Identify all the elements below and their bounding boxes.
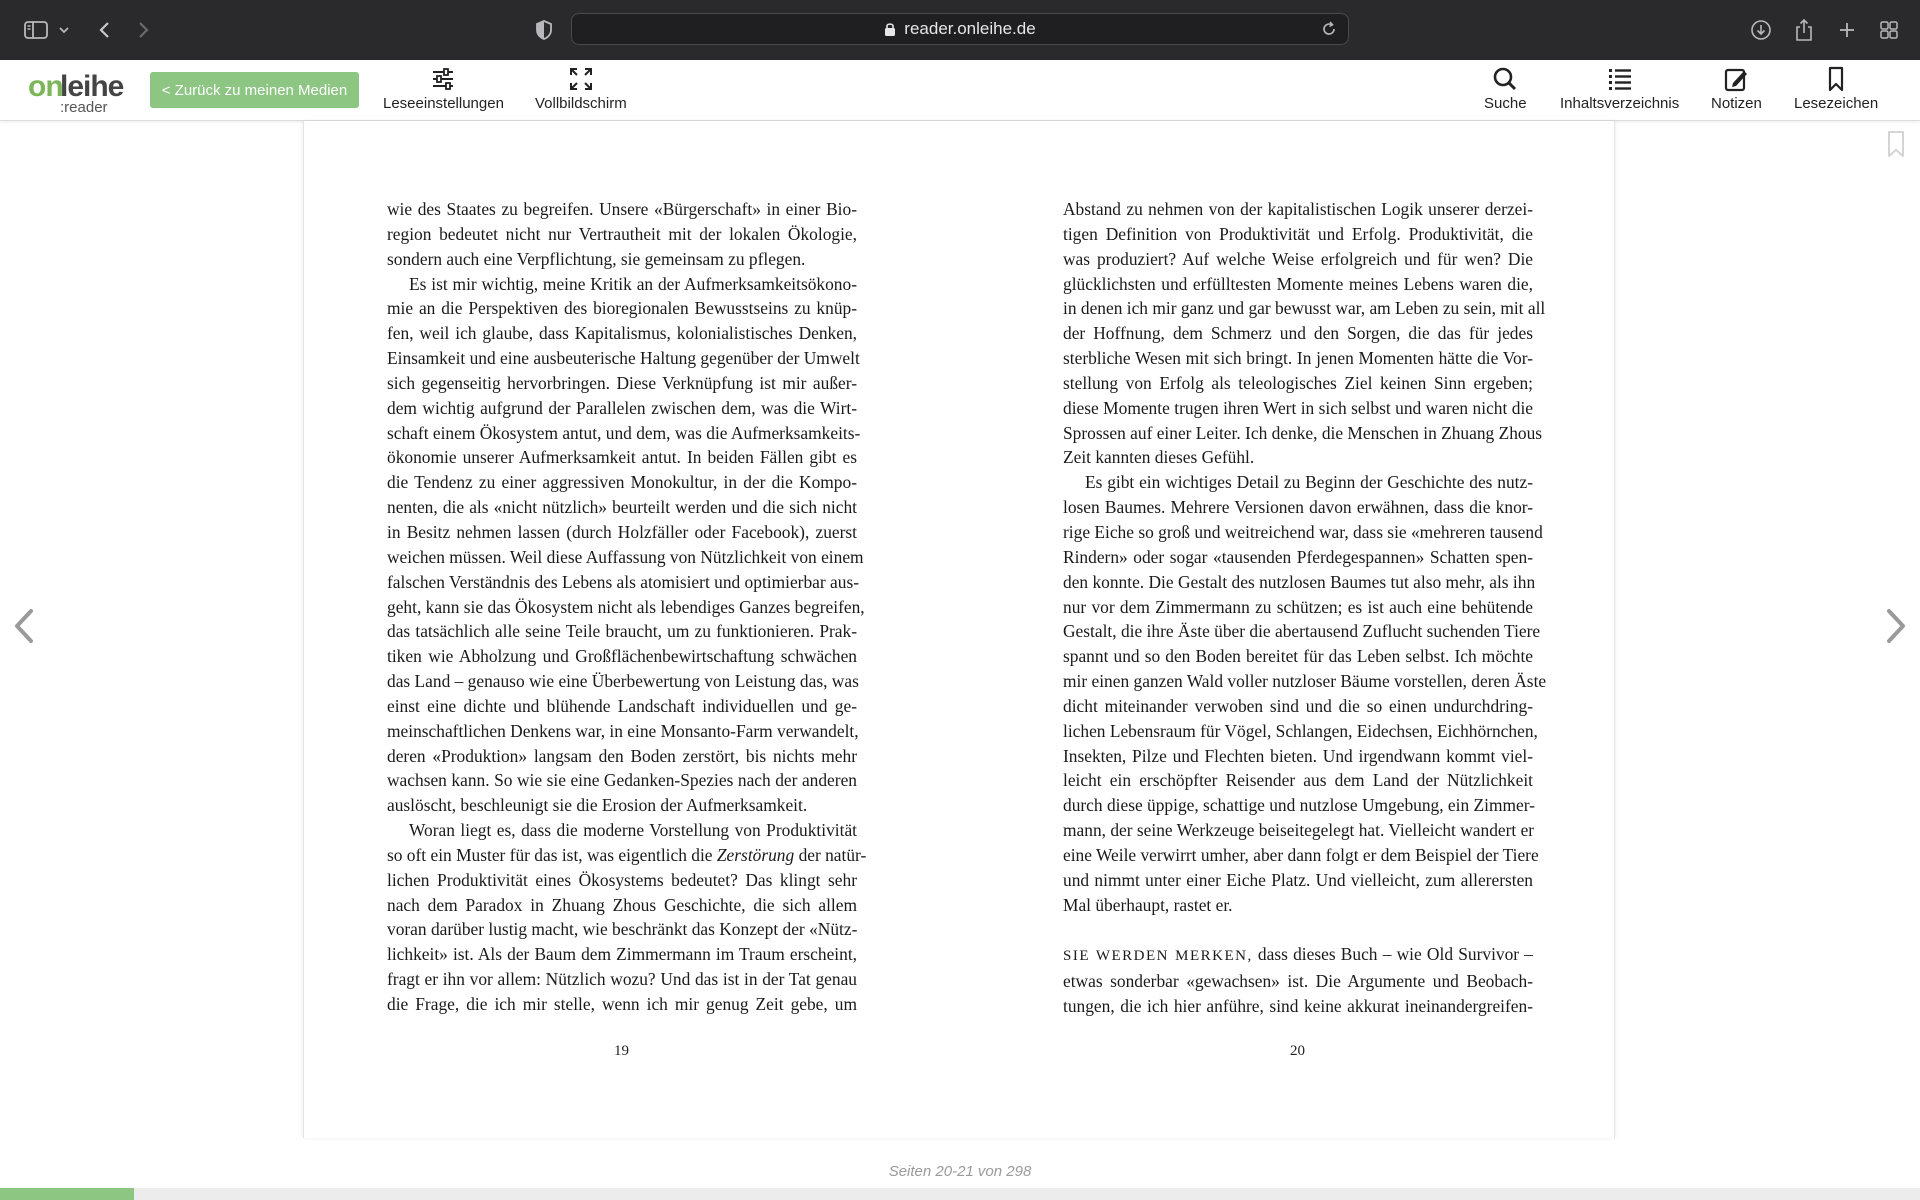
sidebar-toggle-icon[interactable] <box>22 14 50 46</box>
text-line: in Besitz nehmen lassen (durch Holzfäller oder Facebook), zuerst <box>387 521 857 542</box>
right-page-text <box>1063 197 1547 1019</box>
text-line: Mal überhaupt, rastet er. <box>1063 894 1233 915</box>
fullscreen-label: Vollbildschirm <box>535 95 627 112</box>
text-line: Woran liegt es, dass die moderne Vorstellung von Produktivität <box>409 820 857 841</box>
text-line: wachsen kann. So wie sie eine Gedanken-Spezies nach der anderen <box>387 770 857 791</box>
text-line: einst eine dichte und blühende Landschaft individuellen und ge- <box>387 695 857 716</box>
text-line: etwas sonderbar «gewachsen» ist. Die Argumente und Beobach- <box>1063 971 1533 992</box>
text-line: Abstand zu nehmen von der kapitalistischen Logik unserer derzei- <box>1063 199 1533 219</box>
text-line: Insekten, Pilze und Flechten bieten. Und irgendwann kommt viel- <box>1063 745 1533 766</box>
text-line: durch diese üppige, schattige und nutzlose Umgebung, ein Zimmer- <box>1063 795 1535 816</box>
smallcaps-lead: SIE WERDEN MERKEN, <box>1063 948 1253 965</box>
share-icon[interactable] <box>1791 14 1817 46</box>
text-line: glücklichsten und erfülltesten Momente meines Lebens waren die, <box>1063 273 1533 294</box>
note-edit-icon <box>1722 66 1750 92</box>
privacy-shield-icon[interactable] <box>532 14 556 46</box>
text-line: und nimmt unter einer Eiche Platz. Und vielleicht, zum allerersten <box>1063 869 1533 890</box>
previous-page-arrow-icon[interactable] <box>12 608 36 649</box>
text-line: auslöscht, beschleunigt sie die Erosion der Aufmerksamkeit. <box>387 795 808 816</box>
search-label: Suche <box>1484 95 1527 112</box>
left-page-text <box>387 197 867 1017</box>
text-line: dicht miteinander verwoben sind und die so einen undurchdring- <box>1063 695 1533 716</box>
fullscreen-button[interactable] <box>535 66 627 112</box>
italic-word: Zerstörung <box>716 844 795 865</box>
text-line: nenten, die als «nicht nützlich» beurteilt werden und die sich nicht <box>387 497 857 518</box>
lock-icon <box>884 22 896 37</box>
text-line: voran darüber lustig macht, wie beschränkt das Konzept der «Nütz- <box>387 919 858 940</box>
reading-progress-fill <box>0 1188 134 1200</box>
search-button[interactable] <box>1484 66 1527 112</box>
text-line: dem wichtig aufgrund der Parallelen zwischen dem, was die Wirt- <box>387 397 857 418</box>
text-line: die Tendenz zu einer aggressiven Monokultur, in der die Kompo- <box>387 472 857 493</box>
text-line: geht, kann sie das Ökosystem nicht als lebendiges Ganzes begreifen, <box>387 596 865 617</box>
next-page-arrow-icon[interactable] <box>1884 608 1908 649</box>
toc-label: Inhaltsverzeichnis <box>1560 95 1680 112</box>
text-line: Es gibt ein wichtiges Detail zu Beginn der Geschichte des nutz- <box>1085 472 1533 493</box>
text-line: tungen, die ich hier anführe, sind keine akkurat ineinandergreifen- <box>1063 996 1533 1016</box>
text-line: das tatsächlich alle seine Teile braucht, um zu funktionieren. Prak- <box>387 621 857 642</box>
text-line: lichen Produktivität eines Ökosystems bedeutet? Das klingt sehr <box>387 869 857 890</box>
toc-button[interactable] <box>1560 66 1679 112</box>
text-line: mir einen ganzen Wald voller nutzloser Bäume vorstellen, deren Äste <box>1063 671 1547 692</box>
text-line: ökonomie unserer Aufmerksamkeit antut. In beiden Fällen gibt es <box>387 447 857 468</box>
text-line: Einsamkeit und eine ausbeuterische Haltung gegenüber der Umwelt <box>387 348 860 369</box>
reading-settings-label: Leseeinstellungen <box>383 95 504 112</box>
text-line: Gestalt, die ihre Äste über die abertausend Zuflucht suchenden Tiere <box>1063 621 1541 642</box>
text-line: region bedeutet nicht nur Vertrautheit mit der lokalen Ökologie, <box>387 223 857 244</box>
forward-arrow-icon[interactable] <box>132 14 156 46</box>
sliders-icon <box>429 66 457 92</box>
text-line: der Hoffnung, dem Schmerz und den Sorgen, die das für jedes <box>1063 323 1533 344</box>
text-line: spannt und so den Boden bereitet für das Leben selbst. Ich möchte <box>1063 646 1533 667</box>
back-arrow-icon[interactable] <box>92 14 116 46</box>
text-line: rige Eiche so groß und weitreichend war, dass sie «mehreren tausend <box>1063 521 1543 542</box>
bookmarks-label: Lesezeichen <box>1794 95 1879 112</box>
fullscreen-icon <box>567 66 595 92</box>
section-start-line: SIE WERDEN MERKEN, dass dieses Buch – wie Old Survivor – <box>1063 944 1534 965</box>
new-tab-plus-icon[interactable] <box>1834 14 1860 46</box>
text-line: in denen ich mir ganz und gar bewusst war, am Leben zu sein, mit all <box>1063 298 1546 319</box>
text-line: nach dem Paradox in Zhuang Zhous Geschichte, die sich allem <box>387 894 857 915</box>
text-line: tiken wie Abholzung und Großflächenbewirtschaftung schwächen <box>387 646 857 667</box>
notes-label: Notizen <box>1711 95 1762 112</box>
text-line: tigen Definition von Produktivität und Erfolg. Produktivität, die <box>1063 223 1533 244</box>
text-line: losen Baumes. Mehrere Versionen davon erwähnen, dass die knor- <box>1063 497 1533 518</box>
text-line: lichen Lebensraum für Vögel, Schlangen, Eidechsen, Eichhörnchen, <box>1063 720 1538 741</box>
text-line: nur vor dem Zimmermann zu schützen; es ist auch eine behütende <box>1063 596 1533 617</box>
text-line: Rindern» oder sogar «tausenden Pferdegespannen» Schatten spen- <box>1063 546 1533 567</box>
reading-progress-bar[interactable] <box>0 1188 1920 1200</box>
text-line: den konnte. Die Gestalt des nutzlosen Baumes tut also mehr, als ihn <box>1063 571 1536 592</box>
text-line: schaft einem Ökosystem antut, und dem, was die Aufmerksamkeits- <box>387 422 861 443</box>
onleihe-logo[interactable]: on leihe :reader <box>28 70 124 116</box>
downloads-icon[interactable] <box>1748 14 1774 46</box>
text-line: Sprossen auf einer Leiter. Ich denke, die Menschen in Zhuang Zhous <box>1063 422 1543 443</box>
text-line: diese Momente trugen ihren Wert in sich selbst und waren nicht die <box>1063 397 1533 418</box>
text-line: mann, der seine Werkzeuge beiseitegelegt hat. Vielleicht wandert er <box>1063 820 1535 841</box>
text-line: mie an die Perspektiven des bioregionalen Bewusstseins zu knüp- <box>387 298 857 319</box>
text-line: die Frage, die ich mir stelle, wenn ich mir genug Zeit gebe, um <box>387 994 857 1014</box>
list-icon <box>1606 66 1634 92</box>
blank-line <box>1063 917 1533 942</box>
page-number-left: 19 <box>614 1043 629 1059</box>
text-line: lichkeit» ist. Als der Baum dem Zimmermann im Traum erscheint, <box>387 944 857 965</box>
book-spread <box>303 121 1615 1138</box>
bookmark-icon <box>1822 66 1850 92</box>
text-line: wie des Staates zu begreifen. Unsere «Bürgerschaft» in einer Bio- <box>387 199 857 219</box>
page-number-right: 20 <box>1290 1043 1305 1059</box>
text-line: weichen müssen. Weil diese Auffassung von Nützlichkeit von einem <box>387 546 864 567</box>
text-line: sterbliche Wesen mit sich bringt. In jenen Momenten hätte die Vor- <box>1063 348 1533 369</box>
text-line: sich gegenseitig hervorbringen. Diese Verknüpfung ist mir außer- <box>387 372 857 393</box>
text-line: meinschaftlichen Denkens war, in eine Monsanto-Farm verwandelt, <box>387 720 859 741</box>
search-icon <box>1491 66 1519 92</box>
text-line: fen, weil ich glaube, dass Kapitalismus, kolonialistisches Denken, <box>387 323 857 344</box>
text-line: falschen Verständnis des Lebens als atomisiert und optimierbar aus- <box>387 571 859 592</box>
browser-toolbar <box>0 0 1920 60</box>
text-line-with-italic: so oft ein Muster für das ist, was eigentlich die Zerstörung der natür- <box>387 844 867 865</box>
text-line: sondern auch eine Verpflichtung, sie gemeinsam zu pflegen. <box>387 248 806 269</box>
notes-button[interactable] <box>1711 66 1762 112</box>
tab-overview-icon[interactable] <box>1876 14 1902 46</box>
text-line: das Land – genauso wie eine Überbewertung von Leistung das, was <box>387 671 859 692</box>
reader-toolbar <box>0 60 1920 121</box>
text-line: deren «Produktion» langsam den Boden zerstört, bis nichts mehr <box>387 745 857 766</box>
text-line: Es ist mir wichtig, meine Kritik an der Aufmerksamkeitsökono- <box>409 273 857 294</box>
url-text: reader.onleihe.de <box>904 19 1036 38</box>
page-bookmark-icon[interactable] <box>1886 130 1906 163</box>
text-line: stellung von Erfolg als teleologisches Ziel keinen Sinn ergeben; <box>1063 372 1533 393</box>
page-info: Seiten 20-21 von 298 <box>888 1163 1032 1180</box>
text-line: leicht ein erschöpfter Reisender aus dem Land der Nützlichkeit <box>1063 770 1533 791</box>
text-line: Zeit kannten dieses Gefühl. <box>1063 447 1255 468</box>
bookmarks-button[interactable] <box>1794 66 1878 112</box>
back-to-media-button[interactable]: < Zurück zu meinen Medien <box>150 72 359 108</box>
address-bar[interactable] <box>571 13 1349 45</box>
reading-settings-button[interactable] <box>383 66 504 112</box>
text-line: was produziert? Auf welche Weise erfolgreich und für wen? Die <box>1063 248 1533 269</box>
text-line: eine Weile verwirrt umher, aber dann folgt er dem Beispiel der Tiere <box>1063 844 1539 865</box>
text-line: fragt er ihn vor allem: Nützlich wozu? Und das ist in der Tat genau <box>387 969 857 990</box>
reload-icon[interactable] <box>1320 20 1338 43</box>
chevron-down-icon[interactable] <box>56 14 72 46</box>
